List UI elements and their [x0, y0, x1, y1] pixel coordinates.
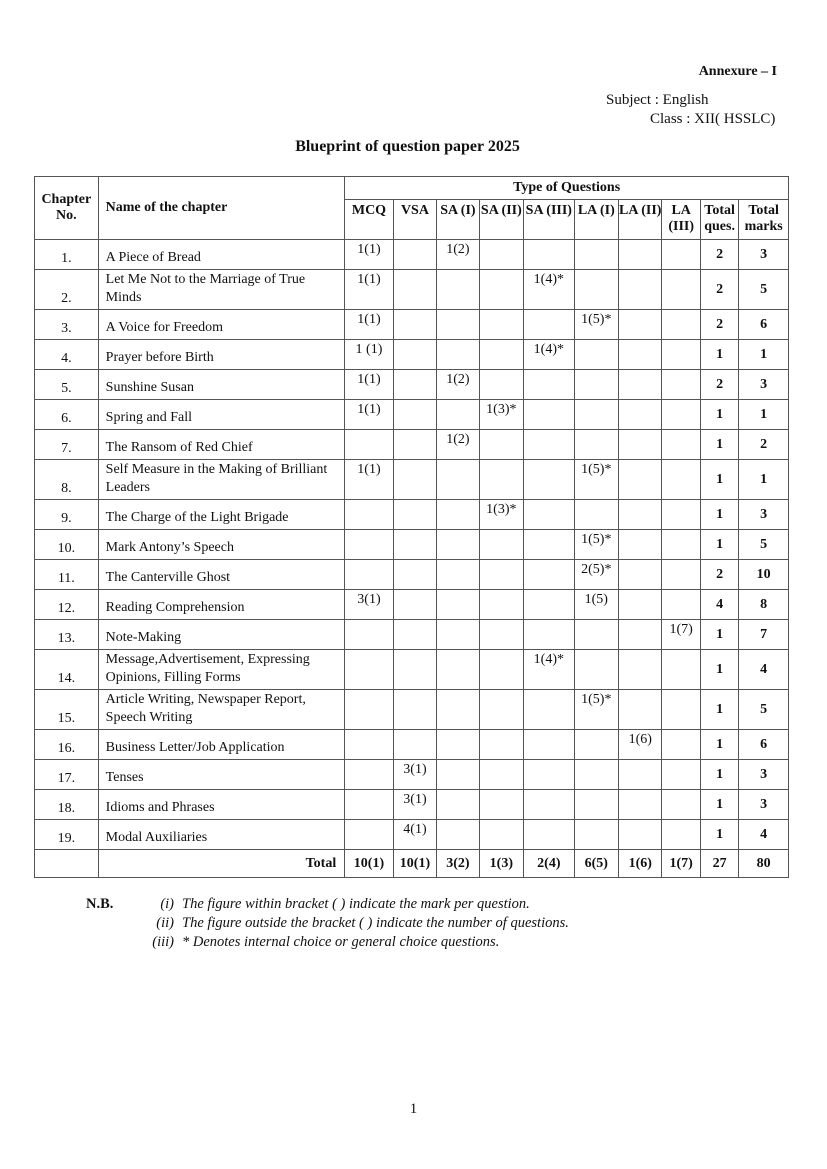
- document-title-text: Blueprint of question paper 2025: [295, 138, 520, 155]
- table-row: [35, 620, 789, 650]
- total-value: 27: [700, 850, 738, 878]
- question-cell: [479, 650, 523, 690]
- table-row: [35, 530, 789, 560]
- question-cell: [437, 270, 479, 310]
- question-cell: [619, 430, 662, 460]
- question-cell: [619, 790, 662, 820]
- question-cell: [393, 620, 436, 650]
- notes-label: N.B.: [86, 896, 114, 912]
- question-cell: [662, 340, 700, 370]
- question-cell: [479, 430, 523, 460]
- chapter-number: 7.: [35, 430, 99, 460]
- total-cell: 1: [700, 820, 738, 850]
- question-cell: [479, 240, 523, 270]
- question-cell: [393, 310, 436, 340]
- question-cell: [479, 820, 523, 850]
- chapter-name: Prayer before Birth: [98, 340, 345, 370]
- question-cell: 1(1): [345, 370, 394, 400]
- question-cell: [437, 500, 479, 530]
- question-cell: [437, 820, 479, 850]
- total-label: Total: [98, 850, 345, 878]
- question-cell: [619, 310, 662, 340]
- question-cell: [437, 560, 479, 590]
- subheader-cell: Total ques.: [700, 200, 738, 240]
- question-cell: [437, 690, 479, 730]
- chapter-number: 11.: [35, 560, 99, 590]
- question-cell: 1(5)*: [574, 690, 618, 730]
- table-row: [35, 590, 789, 620]
- total-value: 6(5): [574, 850, 618, 878]
- question-cell: [479, 760, 523, 790]
- total-value: 1(3): [479, 850, 523, 878]
- total-cell: 1: [700, 340, 738, 370]
- chapter-number: 10.: [35, 530, 99, 560]
- question-cell: [479, 370, 523, 400]
- total-cell: 10: [739, 560, 789, 590]
- question-cell: [574, 790, 618, 820]
- question-cell: [619, 560, 662, 590]
- question-cell: [574, 820, 618, 850]
- question-cell: [479, 730, 523, 760]
- question-cell: [662, 400, 700, 430]
- question-cell: [574, 270, 618, 310]
- question-cell: [662, 270, 700, 310]
- chapter-name: Let Me Not to the Marriage of True Minds: [98, 270, 345, 310]
- question-cell: 1 (1): [345, 340, 394, 370]
- question-cell: [524, 730, 575, 760]
- chapter-number: 18.: [35, 790, 99, 820]
- question-cell: [393, 560, 436, 590]
- question-cell: [345, 650, 394, 690]
- question-cell: [524, 460, 575, 500]
- question-cell: [662, 820, 700, 850]
- question-cell: 1(5): [574, 590, 618, 620]
- total-cell: 3: [739, 240, 789, 270]
- question-cell: [574, 650, 618, 690]
- question-cell: [479, 590, 523, 620]
- question-cell: [393, 500, 436, 530]
- total-cell: 7: [739, 620, 789, 650]
- total-cell: 1: [700, 400, 738, 430]
- question-cell: [393, 430, 436, 460]
- question-cell: [524, 590, 575, 620]
- question-cell: [574, 240, 618, 270]
- question-cell: 1(2): [437, 240, 479, 270]
- question-cell: [619, 370, 662, 400]
- question-cell: 2(5)*: [574, 560, 618, 590]
- question-cell: [437, 590, 479, 620]
- total-cell: 1: [739, 460, 789, 500]
- question-cell: [524, 240, 575, 270]
- subheader-cell: SA (I): [437, 200, 479, 240]
- total-cell: 1: [700, 430, 738, 460]
- total-cell: 3: [739, 500, 789, 530]
- question-cell: [524, 400, 575, 430]
- chapter-name: A Voice for Freedom: [98, 310, 345, 340]
- total-cell: 8: [739, 590, 789, 620]
- note-roman: (ii): [156, 915, 174, 931]
- total-blank-cell: [35, 850, 99, 878]
- subheader-cell: Total marks: [739, 200, 789, 240]
- total-cell: 1: [700, 460, 738, 500]
- total-value: 3(2): [437, 850, 479, 878]
- note-roman: (i): [160, 896, 174, 912]
- question-cell: [662, 240, 700, 270]
- chapter-name: Reading Comprehension: [98, 590, 345, 620]
- question-cell: [345, 500, 394, 530]
- table-row: [35, 340, 789, 370]
- table-row: [35, 820, 789, 850]
- question-cell: [574, 340, 618, 370]
- note-text: The figure within bracket ( ) indicate the mark per question.: [182, 896, 530, 912]
- question-cell: [479, 690, 523, 730]
- question-cell: [479, 790, 523, 820]
- question-cell: 3(1): [345, 590, 394, 620]
- question-cell: [393, 590, 436, 620]
- table-row: [35, 370, 789, 400]
- question-cell: [393, 730, 436, 760]
- question-cell: 1(4)*: [524, 650, 575, 690]
- table-row: [35, 460, 789, 500]
- total-cell: 1: [739, 340, 789, 370]
- total-value: 2(4): [524, 850, 575, 878]
- total-value: 80: [739, 850, 789, 878]
- total-value: 1(6): [619, 850, 662, 878]
- total-value: 10(1): [345, 850, 394, 878]
- question-cell: 1(1): [345, 240, 394, 270]
- chapter-name: Self Measure in the Making of Brilliant Leaders: [98, 460, 345, 500]
- table-row: [35, 400, 789, 430]
- question-cell: [479, 460, 523, 500]
- question-cell: [619, 620, 662, 650]
- question-cell: [662, 690, 700, 730]
- question-cell: [619, 240, 662, 270]
- question-cell: [345, 790, 394, 820]
- total-cell: 3: [739, 790, 789, 820]
- header-chapter-name: Name of the chapter: [98, 177, 345, 240]
- question-cell: [619, 690, 662, 730]
- question-cell: [574, 430, 618, 460]
- question-cell: [662, 370, 700, 400]
- question-cell: [345, 530, 394, 560]
- total-cell: 1: [700, 500, 738, 530]
- question-cell: [662, 650, 700, 690]
- question-cell: [437, 310, 479, 340]
- subject-line: Subject : English: [606, 92, 709, 108]
- question-cell: [662, 560, 700, 590]
- header-chapter-no: Chapter No.: [35, 177, 99, 240]
- subheader-cell: SA (III): [524, 200, 575, 240]
- note-item: [142, 932, 499, 952]
- question-cell: [345, 620, 394, 650]
- question-cell: [619, 590, 662, 620]
- total-cell: 2: [700, 310, 738, 340]
- question-cell: [345, 690, 394, 730]
- question-cell: 1(7): [662, 620, 700, 650]
- total-cell: 1: [700, 690, 738, 730]
- question-cell: [619, 460, 662, 500]
- class-line: Class : XII( HSSLC): [650, 111, 776, 127]
- question-cell: 1(2): [437, 430, 479, 460]
- question-cell: [619, 760, 662, 790]
- total-cell: 2: [700, 560, 738, 590]
- chapter-number: 4.: [35, 340, 99, 370]
- note-roman: (iii): [152, 934, 174, 950]
- table-row: [35, 560, 789, 590]
- note-text: The figure outside the bracket ( ) indicate the number of questions.: [182, 915, 569, 931]
- question-cell: [662, 310, 700, 340]
- chapter-name: Mark Antony’s Speech: [98, 530, 345, 560]
- question-cell: [437, 530, 479, 560]
- chapter-number: 3.: [35, 310, 99, 340]
- total-row: [35, 850, 789, 878]
- question-cell: [479, 620, 523, 650]
- question-cell: [662, 530, 700, 560]
- chapter-number: 12.: [35, 590, 99, 620]
- question-cell: [393, 530, 436, 560]
- total-cell: 1: [700, 790, 738, 820]
- question-cell: [345, 760, 394, 790]
- question-cell: [524, 690, 575, 730]
- question-cell: 1(4)*: [524, 270, 575, 310]
- question-cell: 1(3)*: [479, 400, 523, 430]
- chapter-number: 6.: [35, 400, 99, 430]
- chapter-name: Message,Advertisement, Expressing Opinions, Filling Forms: [98, 650, 345, 690]
- question-cell: [619, 530, 662, 560]
- total-cell: 4: [739, 820, 789, 850]
- total-cell: 2: [700, 270, 738, 310]
- subheader-cell: LA (II): [619, 200, 662, 240]
- question-cell: [524, 430, 575, 460]
- question-cell: 1(1): [345, 460, 394, 500]
- subheader-cell: LA (III): [662, 200, 700, 240]
- total-cell: 1: [700, 760, 738, 790]
- question-cell: [662, 730, 700, 760]
- chapter-number: 13.: [35, 620, 99, 650]
- question-cell: [524, 790, 575, 820]
- question-cell: [479, 310, 523, 340]
- question-cell: [437, 400, 479, 430]
- question-cell: [437, 730, 479, 760]
- question-cell: [574, 730, 618, 760]
- note-item: [142, 894, 530, 914]
- question-cell: 1(1): [345, 400, 394, 430]
- question-cell: [393, 370, 436, 400]
- question-cell: 1(5)*: [574, 310, 618, 340]
- total-cell: 1: [739, 400, 789, 430]
- chapter-number: 2.: [35, 270, 99, 310]
- chapter-number: 1.: [35, 240, 99, 270]
- total-cell: 1: [700, 730, 738, 760]
- total-cell: 2: [700, 240, 738, 270]
- total-cell: 4: [739, 650, 789, 690]
- chapter-name: Spring and Fall: [98, 400, 345, 430]
- question-cell: [619, 270, 662, 310]
- table-row: [35, 310, 789, 340]
- note-item: [142, 913, 569, 933]
- subheader-cell: LA (I): [574, 200, 618, 240]
- header-type-of-questions: Type of Questions: [345, 177, 789, 200]
- chapter-name: The Canterville Ghost: [98, 560, 345, 590]
- table-row: [35, 730, 789, 760]
- chapter-number: 19.: [35, 820, 99, 850]
- chapter-name: The Ransom of Red Chief: [98, 430, 345, 460]
- question-cell: 3(1): [393, 790, 436, 820]
- question-cell: [574, 620, 618, 650]
- chapter-name: Business Letter/Job Application: [98, 730, 345, 760]
- question-cell: [393, 460, 436, 500]
- table-row: [35, 240, 789, 270]
- total-cell: 3: [739, 760, 789, 790]
- annexure-label: Annexure – I: [698, 64, 777, 79]
- subheader-cell: MCQ: [345, 200, 394, 240]
- question-cell: [524, 310, 575, 340]
- subheader-cell: SA (II): [479, 200, 523, 240]
- total-cell: 5: [739, 690, 789, 730]
- question-cell: [393, 400, 436, 430]
- question-cell: [393, 240, 436, 270]
- question-cell: [574, 370, 618, 400]
- chapter-number: 5.: [35, 370, 99, 400]
- question-cell: [437, 460, 479, 500]
- chapter-name: Tenses: [98, 760, 345, 790]
- table-body: [35, 240, 789, 878]
- question-cell: [662, 500, 700, 530]
- question-cell: [393, 270, 436, 310]
- document-title: [0, 138, 827, 156]
- question-cell: 1(6): [619, 730, 662, 760]
- question-cell: [345, 560, 394, 590]
- question-cell: [345, 820, 394, 850]
- chapter-number: 17.: [35, 760, 99, 790]
- chapter-name: Note-Making: [98, 620, 345, 650]
- question-cell: 1(1): [345, 310, 394, 340]
- chapter-name: Sunshine Susan: [98, 370, 345, 400]
- question-cell: [662, 430, 700, 460]
- question-cell: 1(5)*: [574, 530, 618, 560]
- question-cell: [619, 500, 662, 530]
- chapter-number: 15.: [35, 690, 99, 730]
- table-row: [35, 760, 789, 790]
- note-text: * Denotes internal choice or general choice questions.: [182, 934, 500, 950]
- table-row: [35, 690, 789, 730]
- table-row: [35, 270, 789, 310]
- total-cell: 5: [739, 270, 789, 310]
- chapter-number: 14.: [35, 650, 99, 690]
- question-cell: [479, 560, 523, 590]
- question-cell: 1(4)*: [524, 340, 575, 370]
- question-cell: [479, 530, 523, 560]
- total-cell: 1: [700, 650, 738, 690]
- blueprint-table: [34, 176, 789, 878]
- question-cell: [437, 620, 479, 650]
- question-cell: 3(1): [393, 760, 436, 790]
- question-cell: 1(3)*: [479, 500, 523, 530]
- total-value: 1(7): [662, 850, 700, 878]
- table-row: [35, 650, 789, 690]
- question-cell: [662, 760, 700, 790]
- question-cell: [393, 690, 436, 730]
- question-cell: [524, 370, 575, 400]
- chapter-name: The Charge of the Light Brigade: [98, 500, 345, 530]
- question-cell: [524, 620, 575, 650]
- question-cell: [662, 590, 700, 620]
- question-cell: [574, 500, 618, 530]
- total-cell: 6: [739, 310, 789, 340]
- total-cell: 6: [739, 730, 789, 760]
- page-number: 1: [409, 1101, 418, 1117]
- question-cell: [437, 790, 479, 820]
- question-cell: [479, 270, 523, 310]
- total-value: 10(1): [393, 850, 436, 878]
- question-cell: [393, 340, 436, 370]
- question-cell: [345, 430, 394, 460]
- question-cell: 1(5)*: [574, 460, 618, 500]
- total-cell: 4: [700, 590, 738, 620]
- question-cell: [524, 820, 575, 850]
- question-cell: [479, 340, 523, 370]
- question-cell: [619, 650, 662, 690]
- question-cell: [619, 400, 662, 430]
- question-cell: [662, 460, 700, 500]
- total-cell: 1: [700, 530, 738, 560]
- total-cell: 1: [700, 620, 738, 650]
- chapter-name: Modal Auxiliaries: [98, 820, 345, 850]
- question-cell: [437, 650, 479, 690]
- question-cell: [437, 760, 479, 790]
- table-row: [35, 790, 789, 820]
- chapter-number: 16.: [35, 730, 99, 760]
- chapter-number: 9.: [35, 500, 99, 530]
- question-cell: [574, 400, 618, 430]
- question-cell: 4(1): [393, 820, 436, 850]
- question-cell: 1(2): [437, 370, 479, 400]
- question-cell: [345, 730, 394, 760]
- total-cell: 5: [739, 530, 789, 560]
- question-cell: [437, 340, 479, 370]
- question-cell: 1(1): [345, 270, 394, 310]
- question-cell: [524, 500, 575, 530]
- total-cell: 2: [700, 370, 738, 400]
- total-cell: 3: [739, 370, 789, 400]
- question-cell: [393, 650, 436, 690]
- chapter-name: Article Writing, Newspaper Report, Speech Writing: [98, 690, 345, 730]
- question-cell: [662, 790, 700, 820]
- chapter-number: 8.: [35, 460, 99, 500]
- question-cell: [574, 760, 618, 790]
- table-row: [35, 430, 789, 460]
- question-cell: [524, 760, 575, 790]
- question-cell: [524, 530, 575, 560]
- question-cell: [619, 340, 662, 370]
- chapter-name: Idioms and Phrases: [98, 790, 345, 820]
- question-cell: [524, 560, 575, 590]
- total-cell: 2: [739, 430, 789, 460]
- chapter-name: A Piece of Bread: [98, 240, 345, 270]
- table-row: [35, 500, 789, 530]
- subheader-cell: VSA: [393, 200, 436, 240]
- question-cell: [619, 820, 662, 850]
